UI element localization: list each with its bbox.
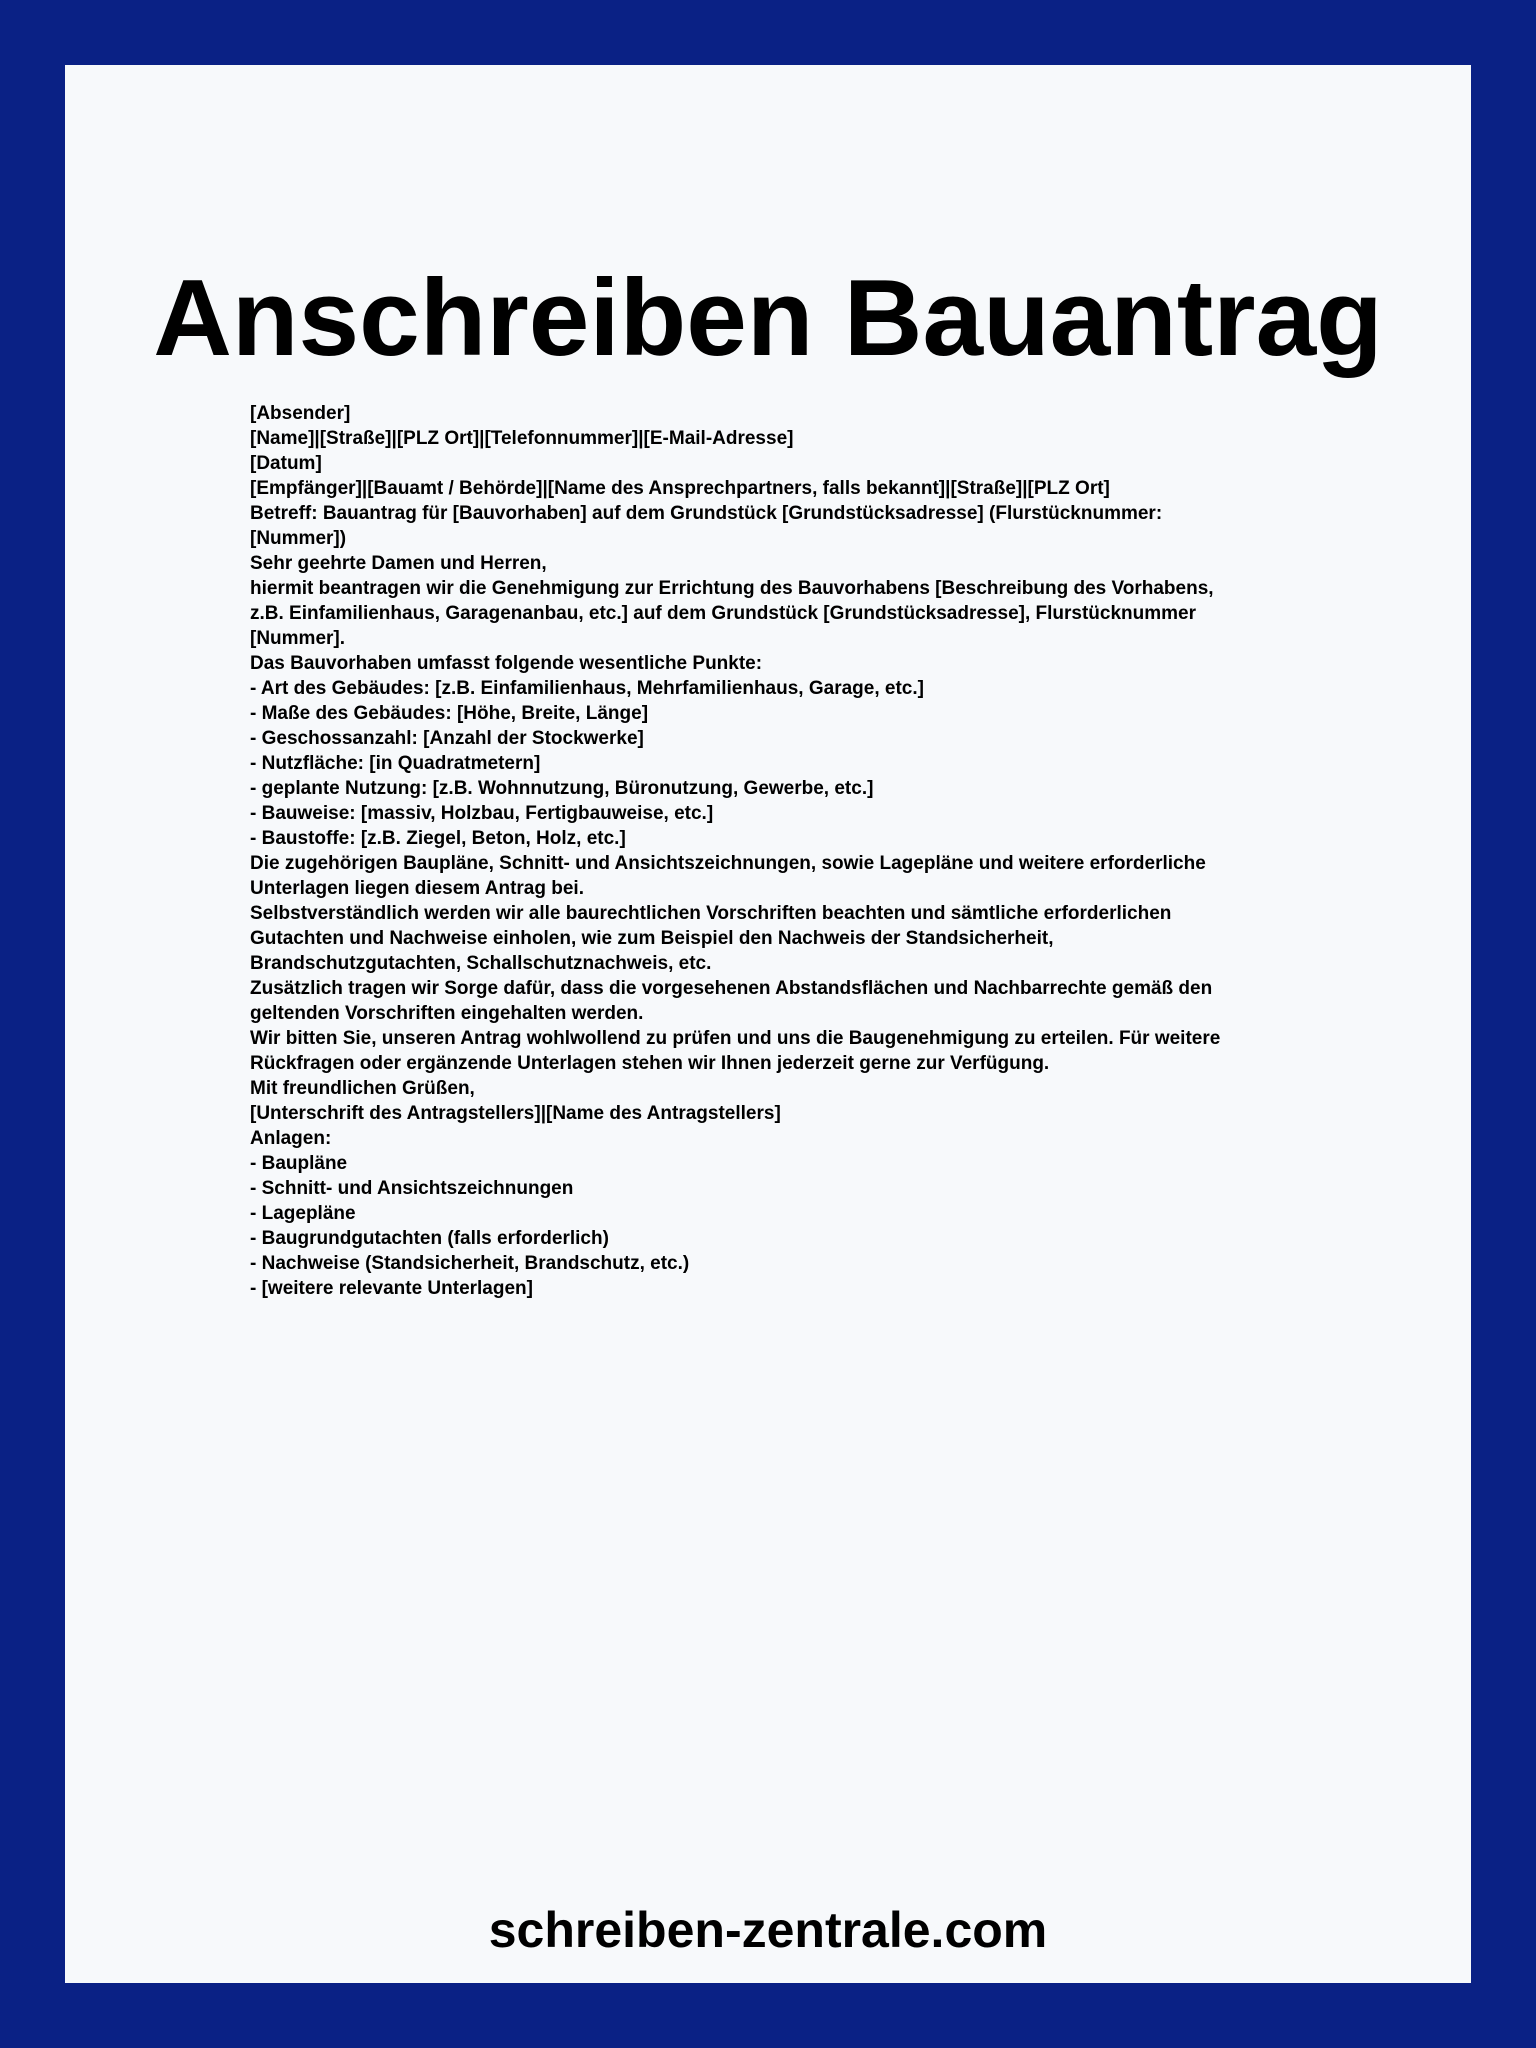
letter-line-salutation: Sehr geehrte Damen und Herren, <box>250 553 547 574</box>
letter-list-item: - Maße des Gebäudes: [Höhe, Breite, Länge] <box>250 703 649 724</box>
letter-list-item: - Bauweise: [massiv, Holzbau, Fertigbauweise, etc.] <box>250 803 714 824</box>
attachment-list-item: - Lagepläne <box>250 1203 356 1224</box>
letter-line-signature: [Unterschrift des Antragstellers]|[Name des Antragstellers] <box>250 1103 781 1124</box>
letter-list-item: - Baustoffe: [z.B. Ziegel, Beton, Holz, etc.] <box>250 828 626 849</box>
document-title: Anschreiben Bauantrag <box>153 257 1383 379</box>
letter-line-body: Selbstverständlich werden wir alle baurechtlichen Vorschriften beachten und sämtliche erforderlichen <box>250 903 1172 924</box>
letter-line-sender-label: [Absender] <box>250 403 351 424</box>
attachment-list-item: - Nachweise (Standsicherheit, Brandschutz, etc.) <box>250 1253 690 1274</box>
letter-line-recipient: [Empfänger]|[Bauamt / Behörde]|[Name des Ansprechpartners, falls bekannt]|[Straße]|[PLZ Ort] <box>250 478 1110 499</box>
letter-line-body: geltenden Vorschriften eingehalten werden. <box>250 1003 644 1024</box>
letter-list-item: - Nutzfläche: [in Quadratmetern] <box>250 753 541 774</box>
letter-line-body: Das Bauvorhaben umfasst folgende wesentliche Punkte: <box>250 653 763 674</box>
letter-list-item: - Geschossanzahl: [Anzahl der Stockwerke] <box>250 728 644 749</box>
letter-line-body: Zusätzlich tragen wir Sorge dafür, dass die vorgesehenen Abstandsflächen und Nachbarrechte gemäß den <box>250 978 1213 999</box>
letter-line-body: Unterlagen liegen diesem Antrag bei. <box>250 878 584 899</box>
letter-line-body: z.B. Einfamilienhaus, Garagenanbau, etc.] auf dem Grundstück [Grundstücksadresse], Flurstücknummer <box>250 603 1197 624</box>
attachment-list-item: - Baupläne <box>250 1153 348 1174</box>
attachment-list-item: - Schnitt- und Ansichtszeichnungen <box>250 1178 574 1199</box>
letter-line-sender-details: [Name]|[Straße]|[PLZ Ort]|[Telefonnummer]|[E-Mail-Adresse] <box>250 428 794 449</box>
document-page <box>65 65 1471 1983</box>
website-footer: schreiben-zentrale.com <box>488 1902 1048 1958</box>
letter-line-body: Gutachten und Nachweise einholen, wie zum Beispiel den Nachweis der Standsicherheit, <box>250 928 1054 949</box>
letter-line-subject-cont: [Nummer]) <box>250 528 347 549</box>
letter-line-body: Rückfragen oder ergänzende Unterlagen stehen wir Ihnen jederzeit gerne zur Verfügung. <box>250 1053 1050 1074</box>
letter-body <box>250 401 1360 1301</box>
letter-line-date: [Datum] <box>250 453 322 474</box>
letter-line-body: Die zugehörigen Baupläne, Schnitt- und Ansichtszeichnungen, sowie Lagepläne und weitere erforderliche <box>250 853 1206 874</box>
attachment-list-item: - [weitere relevante Unterlagen] <box>250 1278 533 1299</box>
letter-line-subject: Betreff: Bauantrag für [Bauvorhaben] auf dem Grundstück [Grundstücksadresse] (Flurstücknummer: <box>250 503 1163 524</box>
letter-line-body: Brandschutzgutachten, Schallschutznachweis, etc. <box>250 953 712 974</box>
letter-line-attachments-heading: Anlagen: <box>250 1128 332 1149</box>
letter-line-body: Wir bitten Sie, unseren Antrag wohlwollend zu prüfen und uns die Baugenehmigung zu erteilen. Für weitere <box>250 1028 1221 1049</box>
letter-line-body: [Nummer]. <box>250 628 346 649</box>
letter-line-closing: Mit freundlichen Grüßen, <box>250 1078 475 1099</box>
attachment-list-item: - Baugrundgutachten (falls erforderlich) <box>250 1228 609 1249</box>
letter-list-item: - geplante Nutzung: [z.B. Wohnnutzung, Büronutzung, Gewerbe, etc.] <box>250 778 874 799</box>
letter-line-body: hiermit beantragen wir die Genehmigung zur Errichtung des Bauvorhabens [Beschreibung des Vorhabens, <box>250 578 1214 599</box>
letter-list-item: - Art des Gebäudes: [z.B. Einfamilienhaus, Mehrfamilienhaus, Garage, etc.] <box>250 678 924 699</box>
